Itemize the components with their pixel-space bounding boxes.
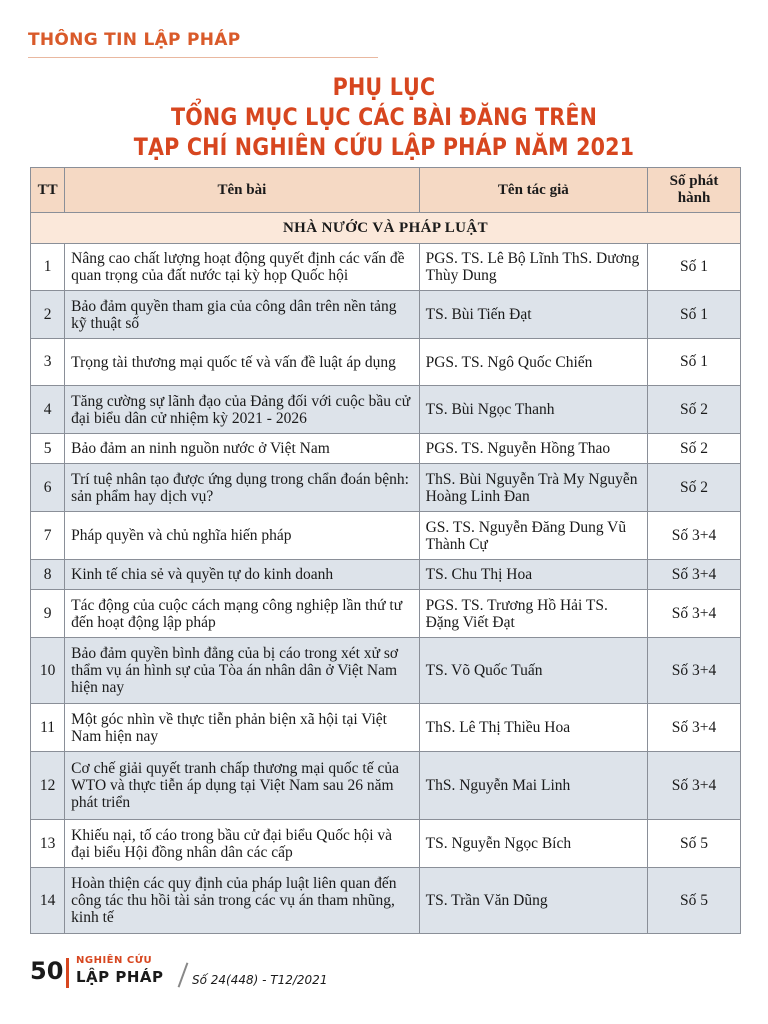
table-row <box>31 590 741 638</box>
row-title: Tăng cường sự lãnh đạo của Đảng đối với cuộc bầu cử đại biểu dân cử nhiệm kỳ 2021 - 2026 <box>65 386 419 434</box>
row-author: PGS. TS. Lê Bộ Lĩnh ThS. Dương Thùy Dung <box>419 244 647 291</box>
footer-accent-bar <box>66 958 69 988</box>
table-row <box>31 638 741 704</box>
row-author: TS. Nguyễn Ngọc Bích <box>419 820 647 868</box>
row-issue: Số 3+4 <box>648 512 741 560</box>
row-title: Kinh tế chia sẻ và quyền tự do kinh doanh <box>65 560 419 590</box>
row-number: 9 <box>31 590 65 638</box>
row-issue: Số 5 <box>648 820 741 868</box>
title-line-3: TẠP CHÍ NGHIÊN CỨU LẬP PHÁP NĂM 2021 <box>133 133 635 161</box>
row-number: 7 <box>31 512 65 560</box>
table-row <box>31 512 741 560</box>
issue-info: Số 24(448) - T12/2021 <box>192 973 328 987</box>
header-author: Tên tác giả <box>419 168 647 213</box>
row-author: TS. Chu Thị Hoa <box>419 560 647 590</box>
row-issue: Số 1 <box>648 244 741 291</box>
row-author: ThS. Nguyễn Mai Linh <box>419 752 647 820</box>
row-issue: Số 1 <box>648 291 741 339</box>
header-tt: TT <box>31 168 65 213</box>
row-number: 1 <box>31 244 65 291</box>
row-issue: Số 3+4 <box>648 590 741 638</box>
section-row <box>31 213 741 244</box>
row-number: 2 <box>31 291 65 339</box>
row-number: 8 <box>31 560 65 590</box>
row-title: Nâng cao chất lượng hoạt động quyết định các vấn đề quan trọng của đất nước tại kỳ họp Quốc hội <box>65 244 419 291</box>
row-issue: Số 2 <box>648 386 741 434</box>
row-number: 13 <box>31 820 65 868</box>
row-issue: Số 3+4 <box>648 752 741 820</box>
row-author: PGS. TS. Nguyễn Hồng Thao <box>419 434 647 464</box>
table-header-row <box>31 168 741 213</box>
row-number: 12 <box>31 752 65 820</box>
row-author: TS. Bùi Tiến Đạt <box>419 291 647 339</box>
row-author: TS. Bùi Ngọc Thanh <box>419 386 647 434</box>
header-issue: Số phát hành <box>648 168 741 213</box>
row-author: ThS. Bùi Nguyễn Trà My Nguyễn Hoàng Linh Đan <box>419 464 647 512</box>
table-row <box>31 560 741 590</box>
row-author: TS. Trần Văn Dũng <box>419 868 647 934</box>
page-title <box>0 72 768 162</box>
row-issue: Số 5 <box>648 868 741 934</box>
row-number: 10 <box>31 638 65 704</box>
row-author: PGS. TS. Ngô Quốc Chiến <box>419 339 647 386</box>
row-author: PGS. TS. Trương Hồ Hải TS. Đặng Viết Đạt <box>419 590 647 638</box>
row-issue: Số 2 <box>648 434 741 464</box>
row-number: 3 <box>31 339 65 386</box>
table-row <box>31 339 741 386</box>
table-row <box>31 464 741 512</box>
section-header: THÔNG TIN LẬP PHÁP <box>28 30 241 50</box>
row-issue: Số 3+4 <box>648 704 741 752</box>
magazine-name-line1: NGHIÊN CỨU <box>76 955 153 966</box>
section-label: NHÀ NƯỚC VÀ PHÁP LUẬT <box>31 213 741 244</box>
title-line-1: PHỤ LỤC <box>332 73 436 101</box>
row-number: 11 <box>31 704 65 752</box>
row-author: ThS. Lê Thị Thiều Hoa <box>419 704 647 752</box>
row-number: 14 <box>31 868 65 934</box>
row-title: Một góc nhìn về thực tiễn phản biện xã hội tại Việt Nam hiện nay <box>65 704 419 752</box>
footer-slash <box>178 962 189 987</box>
contents-table <box>30 167 741 934</box>
table-row <box>31 820 741 868</box>
row-issue: Số 3+4 <box>648 638 741 704</box>
table-row <box>31 244 741 291</box>
row-number: 4 <box>31 386 65 434</box>
row-title: Khiếu nại, tố cáo trong bầu cử đại biểu Quốc hội và đại biểu Hội đồng nhân dân các cấp <box>65 820 419 868</box>
row-issue: Số 3+4 <box>648 560 741 590</box>
row-number: 6 <box>31 464 65 512</box>
row-title: Bảo đảm quyền tham gia của công dân trên nền tảng kỹ thuật số <box>65 291 419 339</box>
table-row <box>31 868 741 934</box>
row-issue: Số 1 <box>648 339 741 386</box>
row-title: Tác động của cuộc cách mạng công nghiệp lần thứ tư đến hoạt động lập pháp <box>65 590 419 638</box>
row-title: Bảo đảm an ninh nguồn nước ở Việt Nam <box>65 434 419 464</box>
row-title: Trí tuệ nhân tạo được ứng dụng trong chẩn đoán bệnh: sản phẩm hay dịch vụ? <box>65 464 419 512</box>
page-number: 50 <box>30 957 64 985</box>
row-title: Pháp quyền và chủ nghĩa hiến pháp <box>65 512 419 560</box>
table-row <box>31 386 741 434</box>
row-author: GS. TS. Nguyễn Đăng Dung Vũ Thành Cự <box>419 512 647 560</box>
table-row <box>31 704 741 752</box>
header-divider <box>28 57 378 58</box>
title-line-2: TỔNG MỤC LỤC CÁC BÀI ĐĂNG TRÊN <box>170 103 598 131</box>
row-title: Bảo đảm quyền bình đẳng của bị cáo trong xét xử sơ thẩm vụ án hình sự của Tòa án nhân dân ở Việt Nam hiện nay <box>65 638 419 704</box>
table-row <box>31 434 741 464</box>
row-issue: Số 2 <box>648 464 741 512</box>
table-row <box>31 752 741 820</box>
row-title: Cơ chế giải quyết tranh chấp thương mại quốc tế của WTO và thực tiễn áp dụng tại Việt Nam sau 26 năm phát triển <box>65 752 419 820</box>
table-row <box>31 291 741 339</box>
magazine-name-line2: LẬP PHÁP <box>76 968 164 986</box>
row-number: 5 <box>31 434 65 464</box>
row-author: TS. Võ Quốc Tuấn <box>419 638 647 704</box>
row-title: Trọng tài thương mại quốc tế và vấn đề luật áp dụng <box>65 339 419 386</box>
row-title: Hoàn thiện các quy định của pháp luật liên quan đến công tác thu hồi tài sản trong các vụ án tham nhũng, kinh tế <box>65 868 419 934</box>
header-title: Tên bài <box>65 168 419 213</box>
